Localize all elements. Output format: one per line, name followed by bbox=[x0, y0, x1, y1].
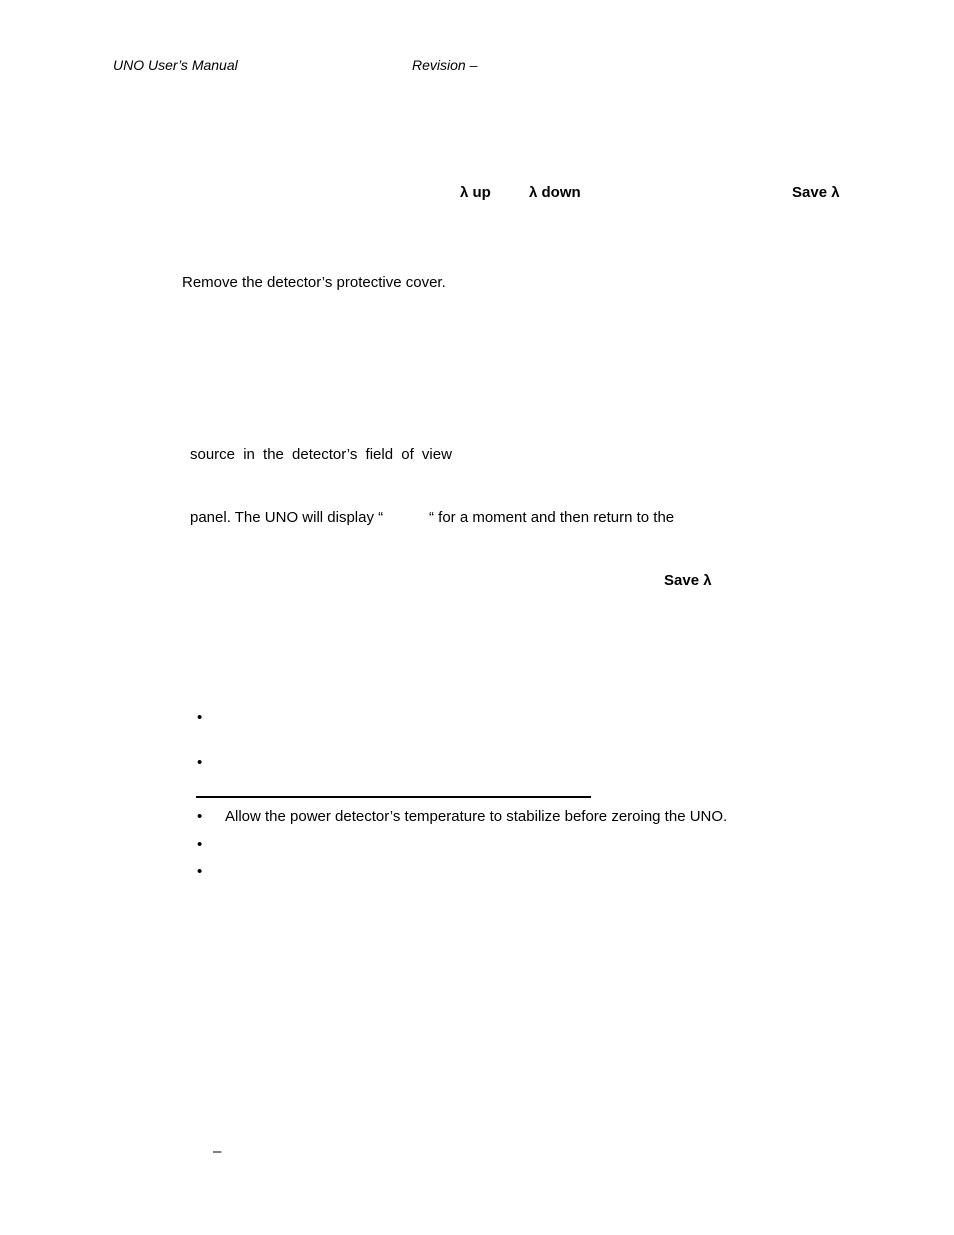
header-manual-title: UNO User’s Manual bbox=[113, 57, 238, 73]
bullet-item-temperature: Allow the power detector’s temperature to stabilize before zeroing the UNO. bbox=[225, 808, 728, 825]
step-panel-display-b: “ for a moment and then return to the bbox=[429, 509, 675, 526]
save-lambda-label: Save λ bbox=[792, 184, 840, 201]
bullet-marker: • bbox=[197, 808, 203, 825]
step-source-fov: source in the detector’s field of view bbox=[190, 446, 452, 463]
save-lambda-label-2: Save λ bbox=[664, 572, 712, 589]
step-remove-cover: Remove the detector’s protective cover. bbox=[182, 274, 446, 291]
bullet-marker: • bbox=[197, 709, 203, 726]
section-divider bbox=[196, 796, 591, 798]
step-panel-display-a: panel. The UNO will display “ bbox=[190, 509, 384, 526]
header-revision: Revision – bbox=[412, 57, 478, 73]
footer-dash: – bbox=[213, 1143, 222, 1160]
lambda-down-label: λ down bbox=[529, 184, 581, 201]
bullet-marker: • bbox=[197, 754, 203, 771]
bullet-marker: • bbox=[197, 863, 203, 880]
bullet-marker: • bbox=[197, 836, 203, 853]
lambda-up-label: λ up bbox=[460, 184, 491, 201]
